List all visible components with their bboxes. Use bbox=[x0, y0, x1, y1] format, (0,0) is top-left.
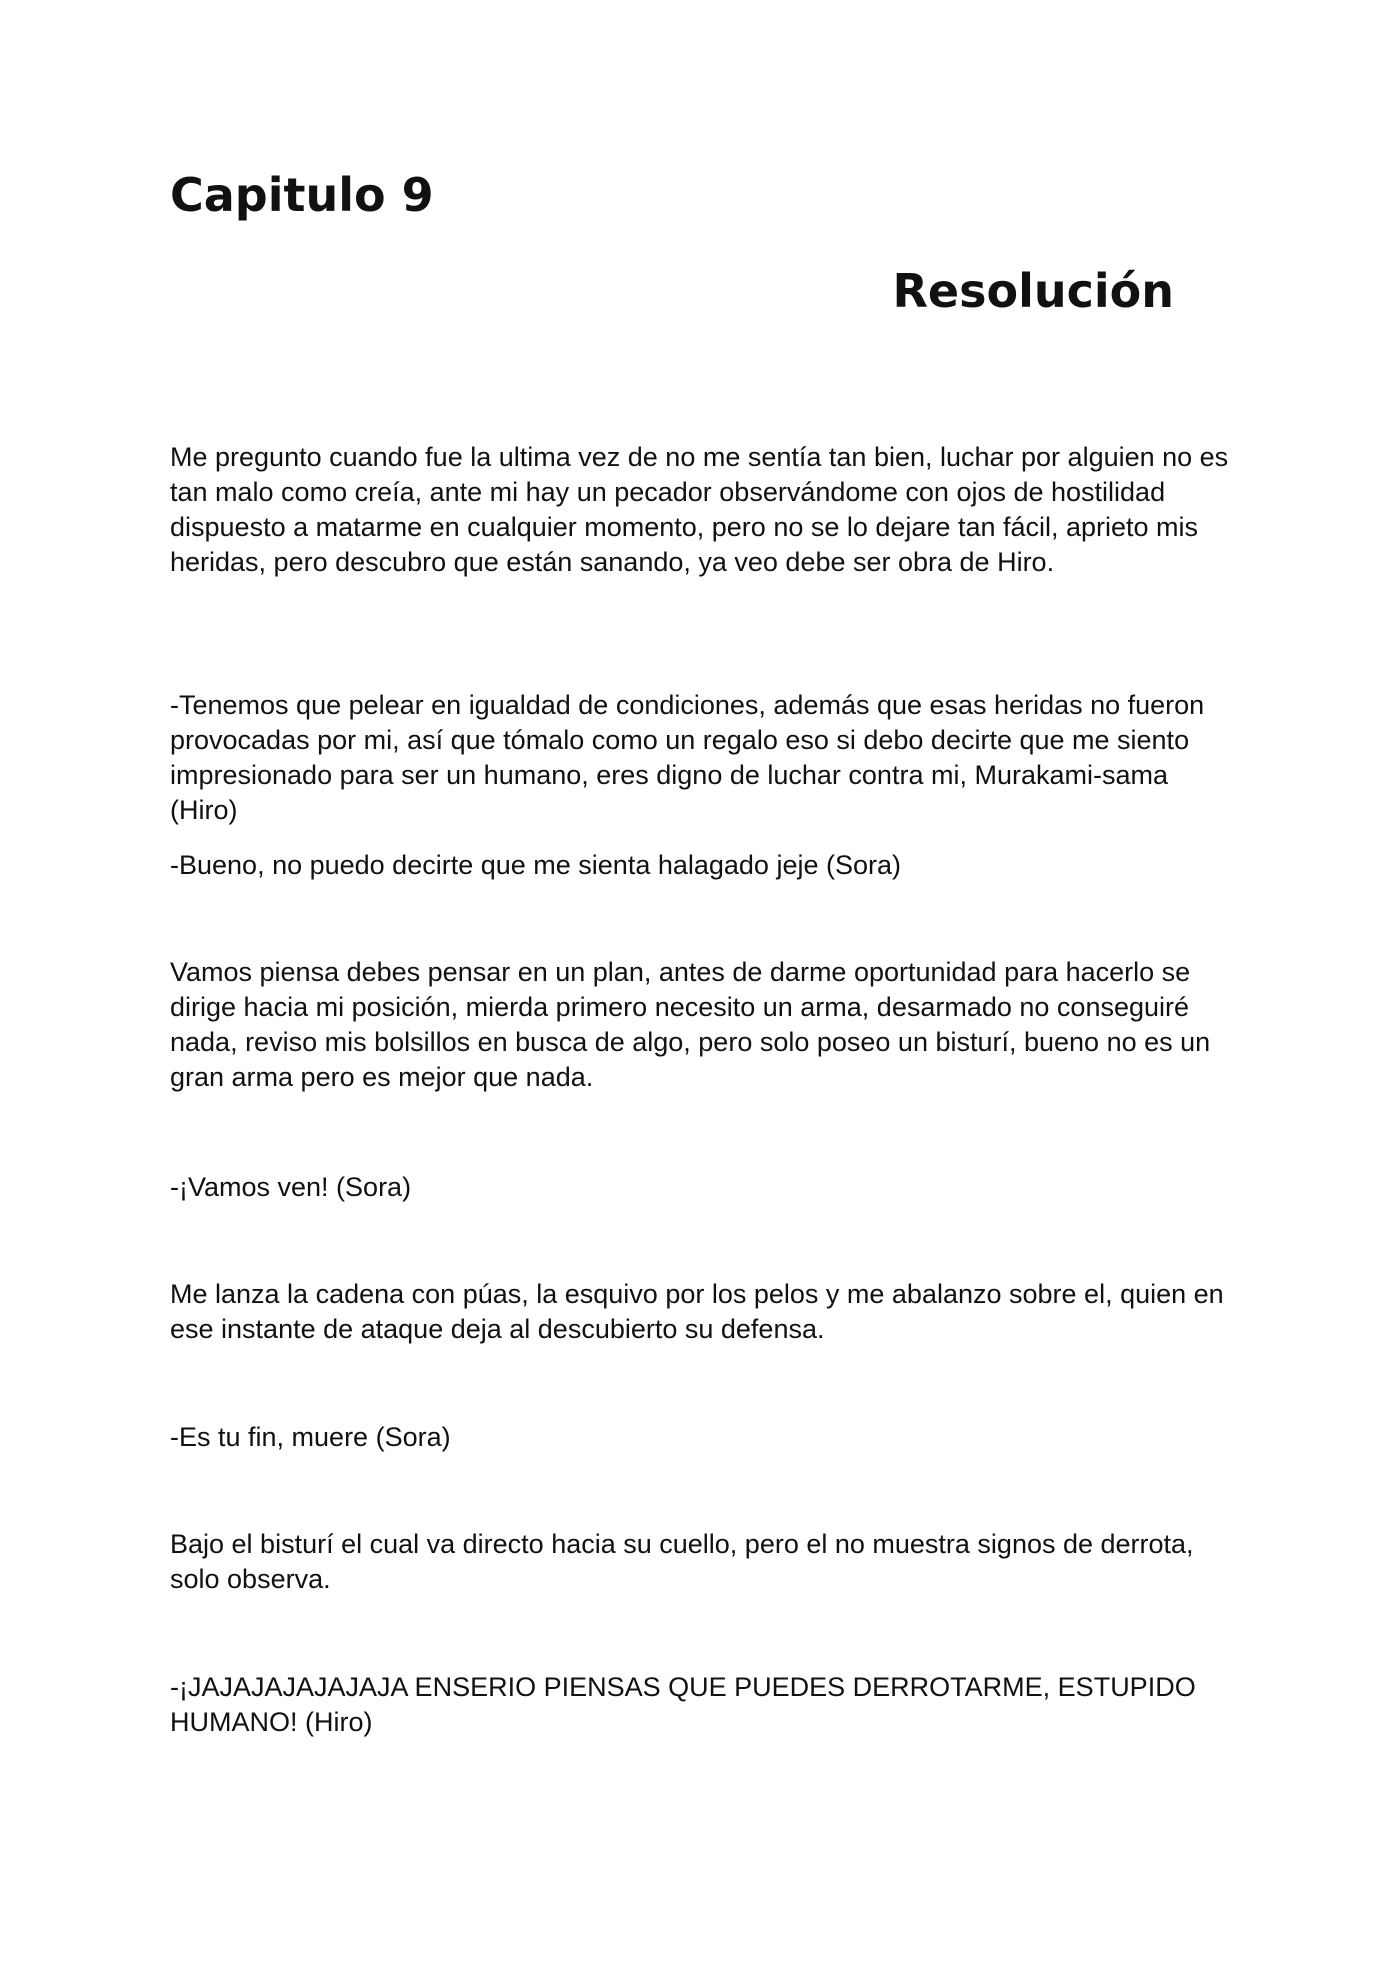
chapter-title: Capitulo 9 bbox=[170, 168, 434, 222]
paragraph-7: -Es tu fin, muere (Sora) bbox=[170, 1422, 451, 1452]
paragraph-9: -¡JAJAJAJAJAJAJA ENSERIO PIENSAS QUE PUEDES DERROTARME, ESTUPIDO HUMANO! (Hiro) bbox=[170, 1672, 1196, 1737]
paragraph-5: -¡Vamos ven! (Sora) bbox=[170, 1172, 412, 1202]
paragraph-6: Me lanza la cadena con púas, la esquivo por los pelos y me abalanzo sobre el, quien en ese instante de ataque deja al descubierto su defensa. bbox=[170, 1279, 1224, 1344]
paragraph-4: Vamos piensa debes pensar en un plan, antes de darme oportunidad para hacerlo se dirige hacia mi posición, mierda primero necesito un arma, desarmado no conseguiré nada, reviso mis bolsillos en busca de algo, pero solo poseo un bisturí, bueno no es un gran arma pero es mejor que nada. bbox=[170, 957, 1211, 1092]
paragraph-3: -Bueno, no puedo decirte que me sienta halagado jeje (Sora) bbox=[170, 850, 901, 880]
paragraph-8: Bajo el bisturí el cual va directo hacia su cuello, pero el no muestra signos de derrota, solo observa. bbox=[170, 1529, 1194, 1594]
paragraph-1: Me pregunto cuando fue la ultima vez de no me sentía tan bien, luchar por alguien no es tan malo como creía, ante mi hay un pecador observándome con ojos de hostilidad dispuesto a matarme en cualquier momento, pero no se lo dejare tan fácil, aprieto mis heridas, pero descubro que están sanando, ya veo debe ser obra de Hiro. bbox=[170, 442, 1229, 577]
paragraph-2: -Tenemos que pelear en igualdad de condiciones, además que esas heridas no fueron provocadas por mi, así que tómalo como un regalo eso si debo decirte que me siento impresionado para ser un humano, eres digno de luchar contra mi, Murakami-sama (Hiro) bbox=[170, 690, 1205, 825]
chapter-subtitle: Resolución bbox=[892, 264, 1174, 318]
